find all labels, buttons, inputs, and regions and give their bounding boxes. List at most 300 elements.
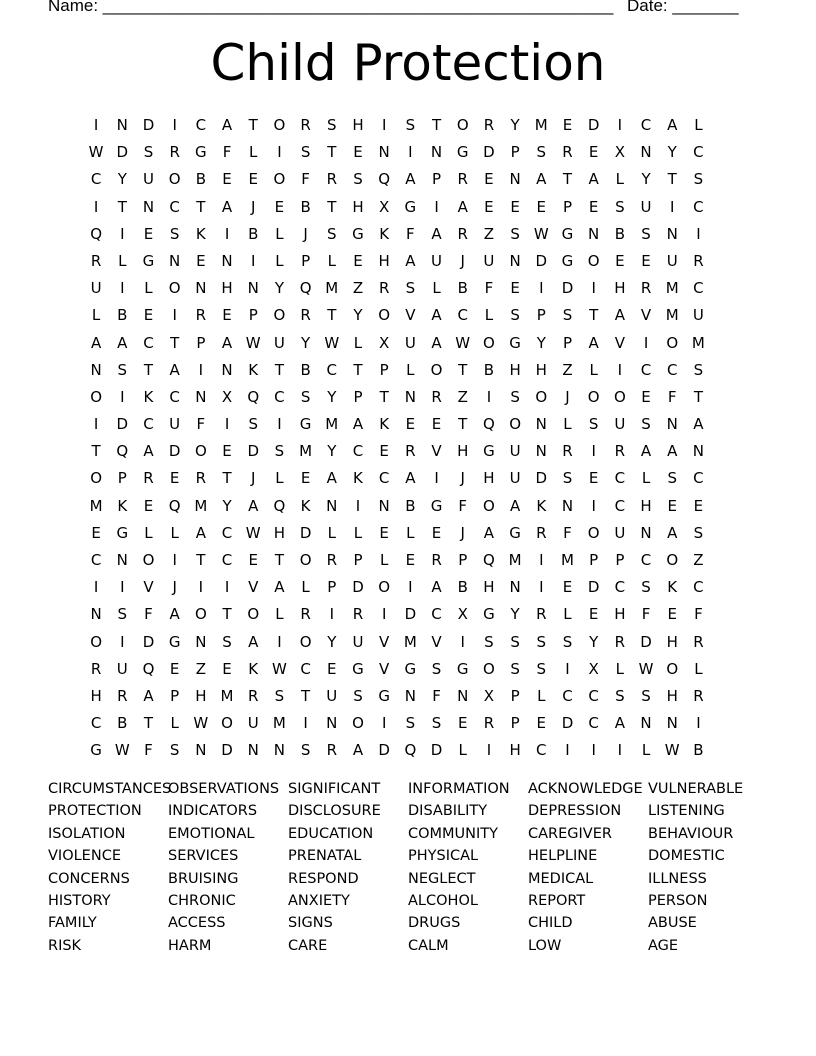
grid-letter[interactable]: S — [693, 170, 704, 189]
grid-letter[interactable]: N — [640, 714, 652, 733]
grid-letter[interactable]: N — [378, 143, 390, 162]
grid-letter[interactable]: L — [275, 469, 284, 488]
grid-letter[interactable]: I — [355, 496, 361, 515]
grid-letter[interactable]: L — [91, 306, 101, 325]
grid-letter[interactable]: P — [117, 469, 127, 488]
grid-letter[interactable]: Q — [378, 170, 391, 189]
grid-letter[interactable]: B — [457, 578, 468, 597]
grid-letter[interactable]: R — [378, 279, 390, 298]
grid-letter[interactable]: B — [248, 224, 259, 243]
grid-letter[interactable]: F — [484, 279, 494, 298]
grid-letter[interactable]: I — [696, 224, 701, 243]
grid-letter[interactable]: H — [535, 360, 547, 379]
grid-letter[interactable]: Q — [90, 224, 102, 243]
grid-letter[interactable]: E — [510, 279, 520, 298]
grid-letter[interactable]: E — [222, 170, 232, 189]
grid-letter[interactable]: S — [327, 224, 337, 243]
date-field-label[interactable]: Date: _______ — [627, 0, 739, 15]
grid-letter[interactable]: R — [483, 714, 495, 733]
grid-letter[interactable]: V — [379, 632, 390, 651]
grid-letter[interactable]: H — [483, 578, 495, 597]
grid-letter[interactable]: R — [195, 469, 207, 488]
grid-letter[interactable]: R — [143, 469, 154, 488]
grid-letter[interactable]: C — [693, 143, 704, 162]
grid-letter[interactable]: M — [272, 714, 286, 733]
grid-letter[interactable]: U — [509, 469, 521, 488]
grid-letter[interactable]: N — [640, 143, 652, 162]
grid-letter[interactable]: Y — [536, 333, 546, 352]
grid-letter[interactable]: I — [486, 387, 492, 406]
grid-letter[interactable]: S — [641, 686, 651, 705]
grid-letter[interactable]: L — [144, 279, 153, 298]
grid-letter[interactable]: Z — [562, 360, 573, 379]
grid-letter[interactable]: L — [484, 306, 494, 325]
grid-letter[interactable]: L — [432, 279, 441, 298]
grid-letter[interactable]: T — [91, 442, 101, 461]
grid-letter[interactable]: O — [352, 714, 364, 733]
grid-letter[interactable]: H — [614, 279, 626, 298]
grid-letter[interactable]: S — [169, 741, 180, 760]
grid-letter[interactable]: U — [404, 333, 416, 352]
grid-letter[interactable]: S — [536, 632, 547, 651]
grid-letter[interactable]: X — [588, 659, 599, 678]
grid-letter[interactable]: A — [117, 333, 128, 352]
grid-letter[interactable]: A — [274, 578, 285, 597]
grid-letter[interactable]: I — [696, 714, 701, 733]
grid-letter[interactable]: I — [120, 387, 125, 406]
grid-letter[interactable]: E — [353, 251, 363, 270]
grid-letter[interactable]: U — [509, 442, 521, 461]
grid-letter[interactable]: B — [300, 360, 311, 379]
grid-letter[interactable]: S — [353, 686, 363, 705]
grid-letter[interactable]: S — [327, 116, 337, 134]
grid-letter[interactable]: A — [169, 605, 180, 624]
grid-letter[interactable]: D — [168, 442, 181, 461]
grid-letter[interactable]: D — [535, 251, 548, 270]
grid-letter[interactable]: P — [510, 143, 520, 162]
grid-letter[interactable]: N — [247, 279, 259, 298]
grid-letter[interactable]: C — [169, 197, 180, 216]
grid-letter[interactable]: A — [667, 442, 678, 461]
grid-letter[interactable]: E — [510, 197, 520, 216]
grid-letter[interactable]: U — [116, 659, 128, 678]
grid-letter[interactable]: C — [640, 551, 652, 569]
grid-letter[interactable]: I — [565, 741, 570, 760]
grid-letter[interactable]: S — [641, 415, 651, 434]
grid-letter[interactable]: L — [458, 741, 467, 760]
grid-letter[interactable]: B — [117, 714, 128, 733]
grid-letter[interactable]: C — [90, 551, 102, 569]
grid-letter[interactable]: P — [170, 686, 180, 705]
grid-letter[interactable]: O — [273, 116, 286, 134]
grid-letter[interactable]: H — [509, 741, 521, 760]
grid-letter[interactable]: Y — [641, 170, 651, 189]
grid-letter[interactable]: C — [640, 360, 652, 379]
grid-letter[interactable]: V — [143, 578, 154, 597]
grid-letter[interactable]: O — [142, 551, 155, 569]
grid-letter[interactable]: N — [90, 360, 102, 379]
grid-letter[interactable]: D — [142, 632, 155, 651]
grid-letter[interactable]: R — [300, 605, 311, 624]
grid-letter[interactable]: L — [249, 143, 258, 162]
grid-letter[interactable]: R — [640, 279, 652, 298]
grid-letter[interactable]: K — [248, 360, 259, 379]
grid-letter[interactable]: Y — [117, 170, 127, 189]
grid-letter[interactable]: N — [588, 224, 600, 243]
grid-letter[interactable]: P — [562, 197, 572, 216]
grid-letter[interactable]: L — [327, 251, 336, 270]
grid-letter[interactable]: I — [591, 279, 596, 298]
grid-letter[interactable]: S — [484, 632, 494, 651]
grid-letter[interactable]: H — [509, 360, 521, 379]
grid-letter[interactable]: E — [143, 224, 154, 243]
grid-letter[interactable]: Q — [116, 442, 129, 461]
grid-letter[interactable]: I — [120, 632, 125, 651]
grid-letter[interactable]: C — [693, 197, 704, 216]
grid-letter[interactable]: I — [120, 224, 125, 243]
grid-letter[interactable]: T — [222, 469, 232, 488]
grid-letter[interactable]: S — [510, 306, 520, 325]
grid-letter[interactable]: S — [143, 143, 154, 162]
grid-letter[interactable]: E — [641, 387, 651, 406]
grid-letter[interactable]: I — [93, 116, 99, 134]
grid-letter[interactable]: W — [638, 659, 654, 678]
grid-letter[interactable]: E — [222, 306, 232, 325]
grid-letter[interactable]: I — [670, 197, 675, 216]
grid-letter[interactable]: R — [352, 605, 364, 624]
grid-letter[interactable]: O — [483, 659, 495, 678]
grid-letter[interactable]: K — [379, 415, 390, 434]
grid-letter[interactable]: P — [458, 551, 468, 569]
grid-letter[interactable]: D — [561, 714, 574, 733]
grid-letter[interactable]: P — [432, 170, 442, 189]
grid-letter[interactable]: D — [352, 578, 364, 597]
grid-letter[interactable]: L — [563, 415, 572, 434]
grid-letter[interactable]: G — [352, 224, 364, 243]
grid-letter[interactable]: T — [143, 360, 154, 379]
grid-letter[interactable]: R — [431, 551, 442, 569]
grid-letter[interactable]: Q — [168, 496, 181, 515]
grid-letter[interactable]: T — [458, 360, 468, 379]
grid-letter[interactable]: C — [90, 170, 102, 189]
grid-letter[interactable]: O — [535, 387, 548, 406]
grid-letter[interactable]: E — [588, 605, 599, 624]
grid-letter[interactable]: H — [221, 279, 233, 298]
grid-letter[interactable]: I — [93, 197, 99, 216]
grid-letter[interactable]: C — [693, 469, 704, 488]
grid-letter[interactable]: G — [404, 659, 417, 678]
grid-letter[interactable]: L — [353, 523, 363, 542]
grid-letter[interactable]: C — [588, 686, 599, 705]
grid-letter[interactable]: I — [329, 605, 334, 624]
grid-letter[interactable]: I — [198, 578, 204, 597]
grid-letter[interactable]: T — [248, 116, 258, 134]
grid-letter[interactable]: N — [430, 143, 443, 162]
grid-letter[interactable]: E — [562, 116, 573, 134]
grid-letter[interactable]: O — [90, 469, 102, 488]
grid-letter[interactable]: A — [405, 170, 416, 189]
grid-letter[interactable]: N — [221, 251, 233, 270]
grid-letter[interactable]: S — [510, 224, 520, 243]
grid-letter[interactable]: S — [117, 605, 128, 624]
grid-letter[interactable]: A — [143, 686, 154, 705]
grid-letter[interactable]: E — [667, 496, 677, 515]
grid-letter[interactable]: L — [615, 170, 625, 189]
grid-letter[interactable]: S — [300, 387, 311, 406]
grid-letter[interactable]: M — [508, 551, 522, 569]
grid-letter[interactable]: J — [251, 469, 256, 488]
grid-letter[interactable]: K — [667, 578, 678, 597]
grid-letter[interactable]: A — [588, 333, 599, 352]
grid-letter[interactable]: R — [562, 143, 573, 162]
grid-letter[interactable]: P — [510, 714, 520, 733]
grid-letter[interactable]: J — [251, 197, 256, 216]
grid-letter[interactable]: L — [144, 523, 153, 542]
grid-letter[interactable]: S — [562, 306, 573, 325]
grid-letter[interactable]: S — [510, 387, 520, 406]
grid-letter[interactable]: O — [378, 306, 391, 325]
grid-letter[interactable]: A — [169, 360, 180, 379]
grid-letter[interactable]: M — [665, 306, 679, 325]
grid-letter[interactable]: S — [536, 659, 547, 678]
grid-letter[interactable]: S — [353, 170, 363, 189]
grid-letter[interactable]: A — [588, 170, 599, 189]
grid-letter[interactable]: R — [614, 632, 626, 651]
grid-letter[interactable]: F — [432, 686, 441, 705]
grid-letter[interactable]: E — [169, 469, 180, 488]
grid-letter[interactable]: Q — [404, 741, 417, 760]
grid-letter[interactable]: F — [563, 523, 572, 542]
grid-letter[interactable]: G — [430, 496, 443, 515]
grid-letter[interactable]: O — [299, 632, 312, 651]
grid-letter[interactable]: E — [379, 523, 389, 542]
grid-letter[interactable]: E — [641, 251, 651, 270]
grid-letter[interactable]: K — [353, 469, 363, 488]
grid-letter[interactable]: O — [666, 333, 679, 352]
grid-letter[interactable]: G — [456, 659, 469, 678]
grid-letter[interactable]: Z — [195, 659, 206, 678]
grid-letter[interactable]: Q — [483, 551, 495, 569]
grid-letter[interactable]: I — [277, 143, 282, 162]
grid-letter[interactable]: I — [381, 714, 387, 733]
grid-letter[interactable]: A — [431, 306, 442, 325]
grid-letter[interactable]: T — [222, 605, 232, 624]
grid-letter[interactable]: L — [275, 251, 284, 270]
grid-letter[interactable]: K — [300, 496, 311, 515]
grid-letter[interactable]: H — [666, 686, 678, 705]
grid-letter[interactable]: D — [430, 741, 443, 760]
grid-letter[interactable]: N — [116, 116, 128, 134]
grid-letter[interactable]: Y — [301, 333, 311, 352]
grid-letter[interactable]: M — [325, 279, 339, 298]
grid-letter[interactable]: A — [614, 306, 625, 325]
grid-letter[interactable]: S — [615, 197, 625, 216]
grid-letter[interactable]: C — [614, 469, 626, 488]
grid-letter[interactable]: H — [352, 116, 364, 134]
grid-letter[interactable]: N — [221, 360, 233, 379]
grid-letter[interactable]: R — [405, 442, 416, 461]
grid-letter[interactable]: E — [484, 197, 494, 216]
grid-letter[interactable]: J — [565, 387, 570, 406]
grid-letter[interactable]: I — [408, 143, 413, 162]
grid-letter[interactable]: Z — [457, 387, 468, 406]
grid-letter[interactable]: R — [536, 523, 547, 542]
grid-letter[interactable]: K — [248, 659, 259, 678]
grid-letter[interactable]: L — [406, 523, 415, 542]
grid-letter[interactable]: V — [614, 333, 625, 352]
grid-letter[interactable]: R — [326, 741, 337, 760]
grid-letter[interactable]: O — [273, 170, 286, 189]
grid-letter[interactable]: O — [90, 387, 102, 406]
grid-letter[interactable]: X — [614, 143, 625, 162]
grid-letter[interactable]: W — [114, 741, 130, 760]
grid-letter[interactable]: S — [405, 116, 416, 134]
grid-letter[interactable]: G — [90, 741, 102, 760]
grid-letter[interactable]: P — [510, 686, 520, 705]
grid-letter[interactable]: Q — [299, 279, 312, 298]
grid-letter[interactable]: Y — [510, 605, 520, 624]
grid-letter[interactable]: P — [248, 306, 258, 325]
grid-letter[interactable]: S — [222, 632, 232, 651]
grid-letter[interactable]: I — [93, 578, 99, 597]
grid-letter[interactable]: O — [221, 714, 233, 733]
grid-letter[interactable]: W — [324, 333, 340, 352]
grid-letter[interactable]: W — [271, 659, 287, 678]
grid-letter[interactable]: A — [221, 197, 233, 216]
grid-letter[interactable]: C — [352, 442, 364, 461]
grid-letter[interactable]: C — [562, 686, 573, 705]
grid-letter[interactable]: D — [142, 116, 155, 134]
grid-letter[interactable]: E — [353, 143, 363, 162]
grid-letter[interactable]: B — [457, 279, 468, 298]
grid-letter[interactable]: N — [116, 551, 128, 569]
grid-letter[interactable]: T — [196, 551, 206, 569]
grid-letter[interactable]: Y — [222, 496, 232, 515]
grid-letter[interactable]: O — [483, 333, 495, 352]
grid-letter[interactable]: C — [431, 605, 442, 624]
grid-letter[interactable]: A — [667, 523, 678, 542]
grid-letter[interactable]: S — [615, 686, 625, 705]
grid-letter[interactable]: T — [379, 387, 389, 406]
grid-letter[interactable]: S — [274, 686, 285, 705]
grid-letter[interactable]: R — [300, 306, 311, 325]
grid-letter[interactable]: N — [142, 197, 155, 216]
grid-letter[interactable]: O — [194, 442, 207, 461]
grid-letter[interactable]: R — [169, 143, 180, 162]
grid-letter[interactable]: E — [536, 197, 547, 216]
grid-letter[interactable]: G — [116, 523, 129, 542]
grid-letter[interactable]: Y — [327, 442, 337, 461]
grid-letter[interactable]: P — [379, 360, 389, 379]
grid-letter[interactable]: N — [561, 496, 574, 515]
grid-letter[interactable]: O — [168, 279, 181, 298]
grid-letter[interactable]: W — [245, 333, 261, 352]
grid-letter[interactable]: X — [483, 686, 495, 705]
grid-letter[interactable]: S — [588, 415, 599, 434]
grid-letter[interactable]: Y — [327, 632, 337, 651]
grid-letter[interactable]: I — [408, 578, 413, 597]
grid-letter[interactable]: O — [378, 578, 391, 597]
grid-letter[interactable]: N — [509, 578, 521, 597]
grid-letter[interactable]: I — [172, 306, 177, 325]
grid-letter[interactable]: H — [666, 632, 678, 651]
grid-letter[interactable]: G — [456, 143, 469, 162]
grid-letter[interactable]: J — [460, 469, 465, 488]
grid-letter[interactable]: U — [142, 170, 154, 189]
grid-letter[interactable]: I — [565, 659, 570, 678]
grid-letter[interactable]: E — [405, 551, 416, 569]
grid-letter[interactable]: Q — [273, 496, 286, 515]
grid-letter[interactable]: L — [353, 333, 363, 352]
grid-letter[interactable]: J — [303, 224, 308, 243]
grid-letter[interactable]: R — [326, 551, 337, 569]
grid-letter[interactable]: O — [456, 116, 469, 134]
grid-letter[interactable]: A — [614, 714, 625, 733]
grid-letter[interactable]: R — [614, 442, 626, 461]
grid-letter[interactable]: S — [431, 659, 442, 678]
grid-letter[interactable]: J — [172, 578, 177, 597]
grid-letter[interactable]: D — [640, 632, 652, 651]
grid-letter[interactable]: E — [379, 442, 389, 461]
grid-letter[interactable]: U — [352, 632, 364, 651]
grid-letter[interactable]: O — [247, 605, 260, 624]
grid-letter[interactable]: T — [458, 415, 468, 434]
grid-letter[interactable]: N — [326, 714, 338, 733]
grid-letter[interactable]: G — [483, 442, 495, 461]
grid-letter[interactable]: N — [404, 686, 416, 705]
grid-letter[interactable]: I — [224, 224, 230, 243]
grid-letter[interactable]: C — [693, 578, 704, 597]
grid-letter[interactable]: N — [273, 741, 286, 760]
grid-letter[interactable]: S — [562, 632, 573, 651]
grid-letter[interactable]: O — [587, 251, 600, 270]
grid-letter[interactable]: I — [224, 578, 230, 597]
grid-letter[interactable]: S — [536, 143, 547, 162]
grid-letter[interactable]: H — [378, 251, 390, 270]
grid-letter[interactable]: M — [220, 686, 234, 705]
grid-letter[interactable]: I — [172, 551, 177, 569]
grid-letter[interactable]: N — [509, 251, 521, 270]
grid-letter[interactable]: Y — [327, 387, 337, 406]
grid-letter[interactable]: C — [221, 523, 233, 542]
grid-letter[interactable]: N — [692, 442, 705, 461]
grid-letter[interactable]: D — [404, 605, 417, 624]
grid-letter[interactable]: A — [143, 442, 154, 461]
grid-letter[interactable]: T — [327, 306, 337, 325]
grid-letter[interactable]: Y — [353, 306, 363, 325]
grid-letter[interactable]: Z — [483, 224, 495, 243]
grid-letter[interactable]: A — [483, 523, 495, 542]
grid-letter[interactable]: V — [248, 578, 259, 597]
grid-letter[interactable]: A — [352, 415, 364, 434]
grid-letter[interactable]: L — [641, 741, 651, 760]
grid-letter[interactable]: S — [405, 279, 416, 298]
grid-letter[interactable]: O — [587, 387, 600, 406]
grid-letter[interactable]: M — [89, 496, 103, 515]
grid-letter[interactable]: L — [379, 551, 389, 569]
grid-letter[interactable]: M — [325, 415, 339, 434]
grid-letter[interactable]: T — [327, 197, 337, 216]
grid-letter[interactable]: M — [194, 496, 208, 515]
grid-letter[interactable]: E — [222, 442, 232, 461]
grid-letter[interactable]: C — [169, 387, 180, 406]
grid-letter[interactable]: I — [251, 251, 256, 270]
grid-letter[interactable]: L — [275, 605, 284, 624]
grid-letter[interactable]: E — [693, 496, 704, 515]
grid-letter[interactable]: G — [299, 415, 312, 434]
grid-letter[interactable]: E — [562, 578, 573, 597]
grid-letter[interactable]: L — [170, 523, 179, 542]
